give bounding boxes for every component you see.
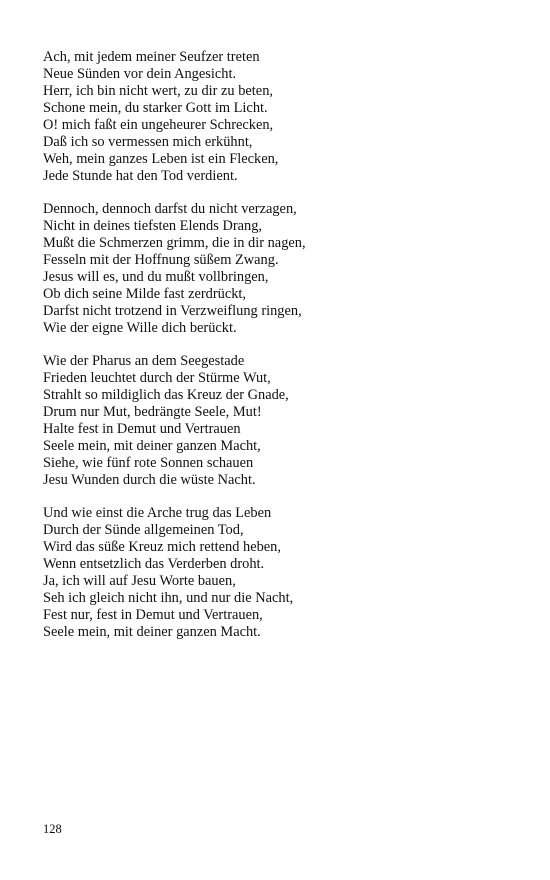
poem-line: Siehe, wie fünf rote Sonnen schauen: [43, 455, 254, 471]
poem-line: Ach, mit jedem meiner Seufzer treten: [43, 49, 260, 65]
poem-line: Fest nur, fest in Demut und Vertrauen,: [43, 607, 263, 623]
stanza-3: [43, 353, 513, 489]
poem-line: Seele mein, mit deiner ganzen Macht.: [43, 624, 261, 640]
poem-line: Drum nur Mut, bedrängte Seele, Mut!: [43, 404, 262, 420]
poem-line: Jede Stunde hat den Tod verdient.: [43, 168, 238, 184]
poem-line: Nicht in deines tiefsten Elends Drang,: [43, 218, 263, 234]
poem: [43, 49, 513, 657]
poem-line: Und wie einst die Arche trug das Leben: [43, 505, 272, 521]
poem-line: Ja, ich will auf Jesu Worte bauen,: [43, 573, 236, 589]
poem-line: Seele mein, mit deiner ganzen Macht,: [43, 438, 261, 454]
stanza-4: [43, 505, 513, 641]
poem-line: Mußt die Schmerzen grimm, die in dir nagen,: [43, 235, 306, 251]
stanza-1: [43, 49, 513, 185]
poem-line: Strahlt so mildiglich das Kreuz der Gnade,: [43, 387, 289, 403]
poem-line: Jesu Wunden durch die wüste Nacht.: [43, 472, 256, 488]
poem-line: Ob dich seine Milde fast zerdrückt,: [43, 286, 247, 302]
poem-line: Schone mein, du starker Gott im Licht.: [43, 100, 268, 116]
poem-line: Wie der eigne Wille dich berückt.: [43, 320, 237, 336]
poem-line: Darfst nicht trotzend in Verzweiflung ringen,: [43, 303, 302, 319]
poem-line: Wie der Pharus an dem Seegestade: [43, 353, 245, 369]
page-number: 128: [43, 822, 62, 836]
poem-line: Halte fest in Demut und Vertrauen: [43, 421, 241, 437]
poem-line: Dennoch, dennoch darfst du nicht verzagen,: [43, 201, 297, 217]
poem-line: Jesus will es, und du mußt vollbringen,: [43, 269, 269, 285]
poem-line: Wenn entsetzlich das Verderben droht.: [43, 556, 265, 572]
poem-line: Wird das süße Kreuz mich rettend heben,: [43, 539, 281, 555]
stanza-2: [43, 201, 513, 337]
poem-line: Herr, ich bin nicht wert, zu dir zu beten,: [43, 83, 273, 99]
poem-line: Weh, mein ganzes Leben ist ein Flecken,: [43, 151, 279, 167]
poem-line: Frieden leuchtet durch der Stürme Wut,: [43, 370, 271, 386]
poem-line: O! mich faßt ein ungeheurer Schrecken,: [43, 117, 274, 133]
poem-line: Fesseln mit der Hoffnung süßem Zwang.: [43, 252, 279, 268]
poem-line: Neue Sünden vor dein Angesicht.: [43, 66, 237, 82]
poem-line: Durch der Sünde allgemeinen Tod,: [43, 522, 244, 538]
poem-line: Daß ich so vermessen mich erkühnt,: [43, 134, 253, 150]
poem-line: Seh ich gleich nicht ihn, und nur die Nacht,: [43, 590, 294, 606]
